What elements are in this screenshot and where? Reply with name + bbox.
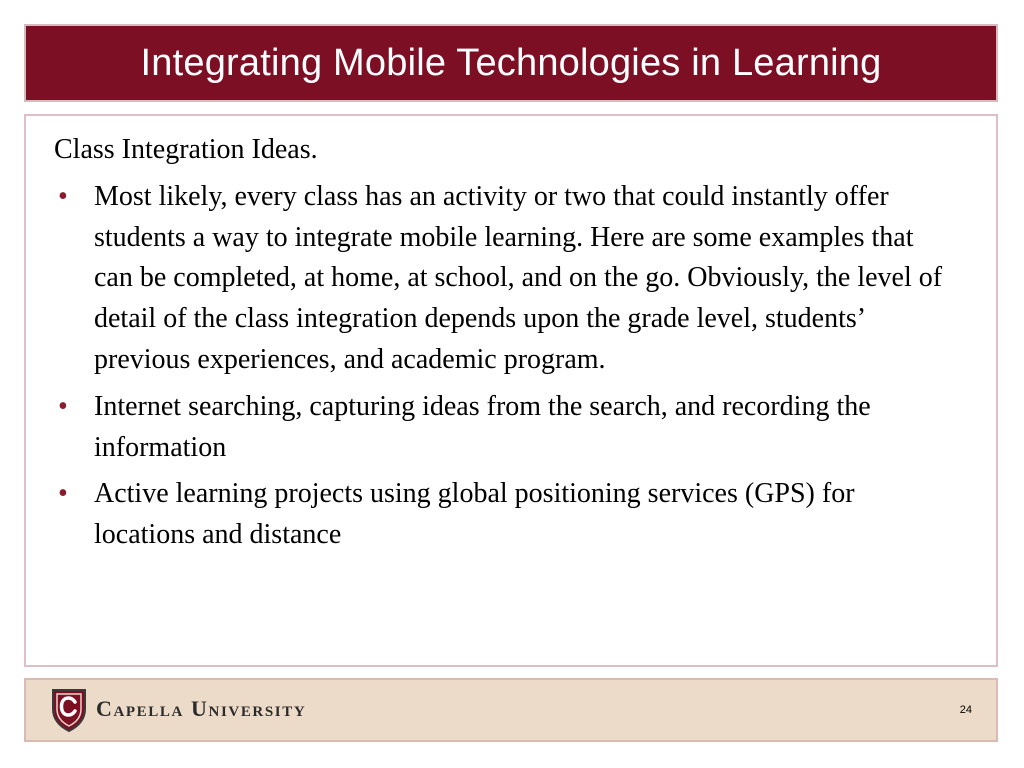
bullet-text: Internet searching, capturing ideas from the search, and recording the information bbox=[94, 390, 871, 463]
bullet-icon: • bbox=[58, 478, 68, 510]
bullet-item bbox=[54, 387, 954, 469]
bullet-text: Most likely, every class has an activity or two that could instantly offer students a way to integrate mobile learning. Here are some examples that can be completed, at home, at school, and on the go. Obviously, the level of detail of the class integration depends upon the grade level, students’ previous experiences, and academic program. bbox=[94, 180, 943, 375]
title-bar bbox=[24, 24, 998, 102]
content-box bbox=[24, 114, 998, 667]
bullet-item bbox=[54, 474, 954, 556]
page-number: 24 bbox=[959, 704, 972, 716]
shield-c-icon bbox=[50, 687, 88, 733]
bullet-icon: • bbox=[58, 390, 68, 422]
content-heading: Class Integration Ideas. bbox=[54, 134, 318, 165]
slide-title: Integrating Mobile Technologies in Learning bbox=[140, 41, 882, 84]
bullet-text: Active learning projects using global positioning services (GPS) for locations and distance bbox=[94, 478, 855, 551]
footer-bar bbox=[24, 678, 998, 742]
content-body bbox=[54, 130, 954, 562]
bullet-item bbox=[54, 177, 954, 381]
bullet-icon: • bbox=[58, 180, 68, 212]
university-logo-text: Capella University bbox=[96, 696, 307, 721]
bullet-list bbox=[54, 177, 954, 556]
